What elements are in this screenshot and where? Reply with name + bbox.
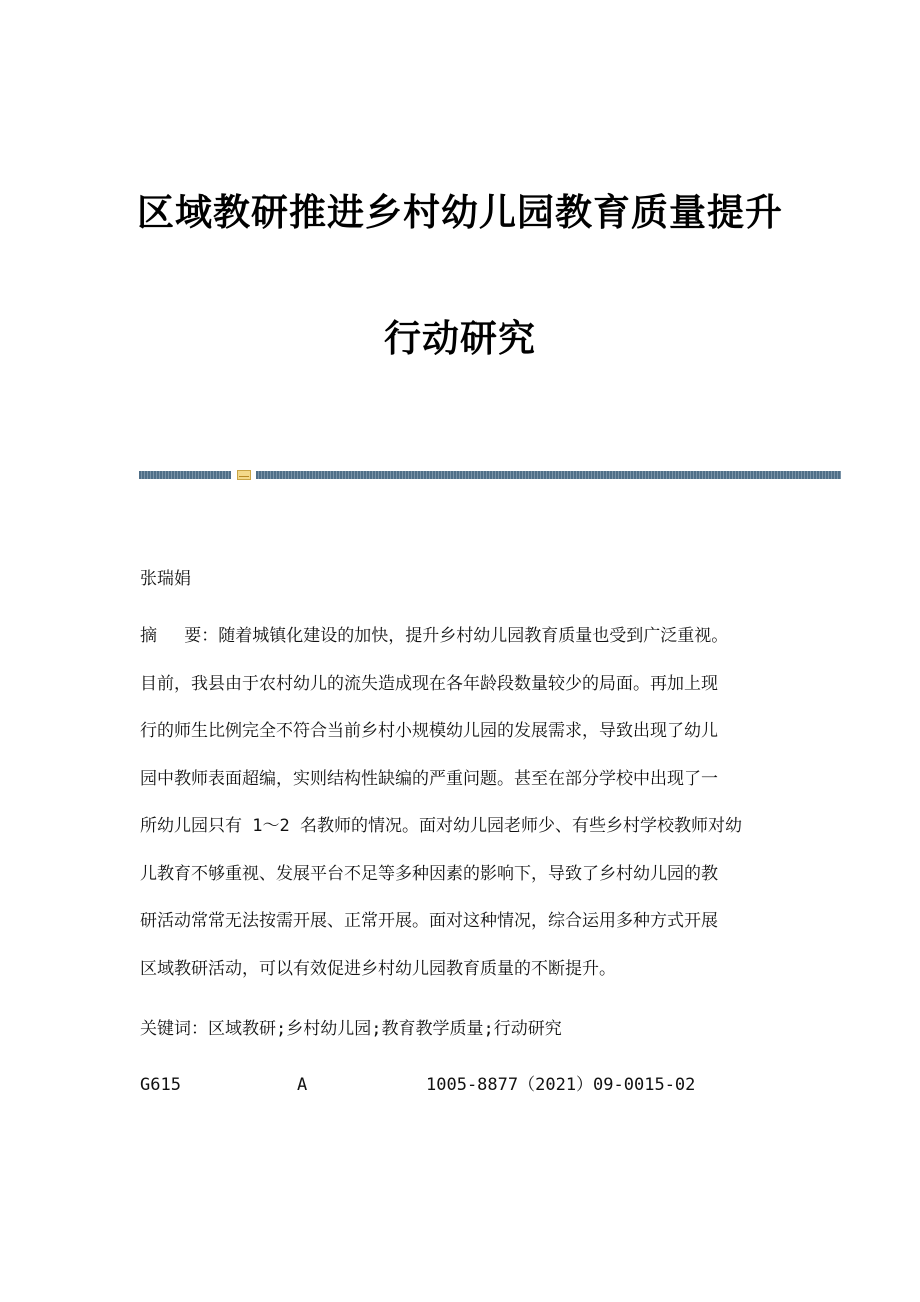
title-line-1: 区域教研推进乡村幼儿园教育质量提升 [137,190,783,234]
clc-number: G615 [140,1075,181,1095]
divider-bar-right [256,471,841,479]
keywords: 关键词：区域教研;乡村幼儿园;教育教学质量;行动研究 [140,1019,562,1039]
abstract-line: 所幼儿园只有 1～2 名教师的情况。面对幼儿园老师少、有些乡村学校教师对幼 [140,816,742,836]
abstract-line: 行的师生比例完全不符合当前乡村小规模幼儿园的发展需求，导致出现了幼儿 [140,721,718,741]
divider-bar-left [139,471,231,479]
abstract-line: 研活动常常无法按需开展、正常开展。面对这种情况，综合运用多种方式开展 [140,911,718,931]
abstract-line: 目前，我县由于农村幼儿的流失造成现在各年龄段数量较少的局面。再加上现 [140,673,718,694]
title-line-2: 行动研究 [384,316,536,360]
abstract [140,623,780,1003]
title-divider [139,471,841,479]
abstract-line: 儿教育不够重视、发展平台不足等多种因素的影响下，导致了乡村幼儿园的教 [140,863,718,884]
author-name: 张瑞娟 [140,569,191,589]
article-number: 1005-8877（2021）09-0015-02 [426,1075,696,1095]
abstract-line: 区域教研活动，可以有效促进乡村幼儿园教育质量的不断提升。 [140,958,616,979]
document-code: A [297,1075,308,1095]
abstract-line: 园中教师表面超编，实则结构性缺编的严重问题。甚至在部分学校中出现了一 [140,768,718,789]
envelope-icon [237,470,251,480]
abstract-line: 摘 要：随着城镇化建设的加快，提升乡村幼儿园教育质量也受到广泛重视。 [140,626,729,646]
